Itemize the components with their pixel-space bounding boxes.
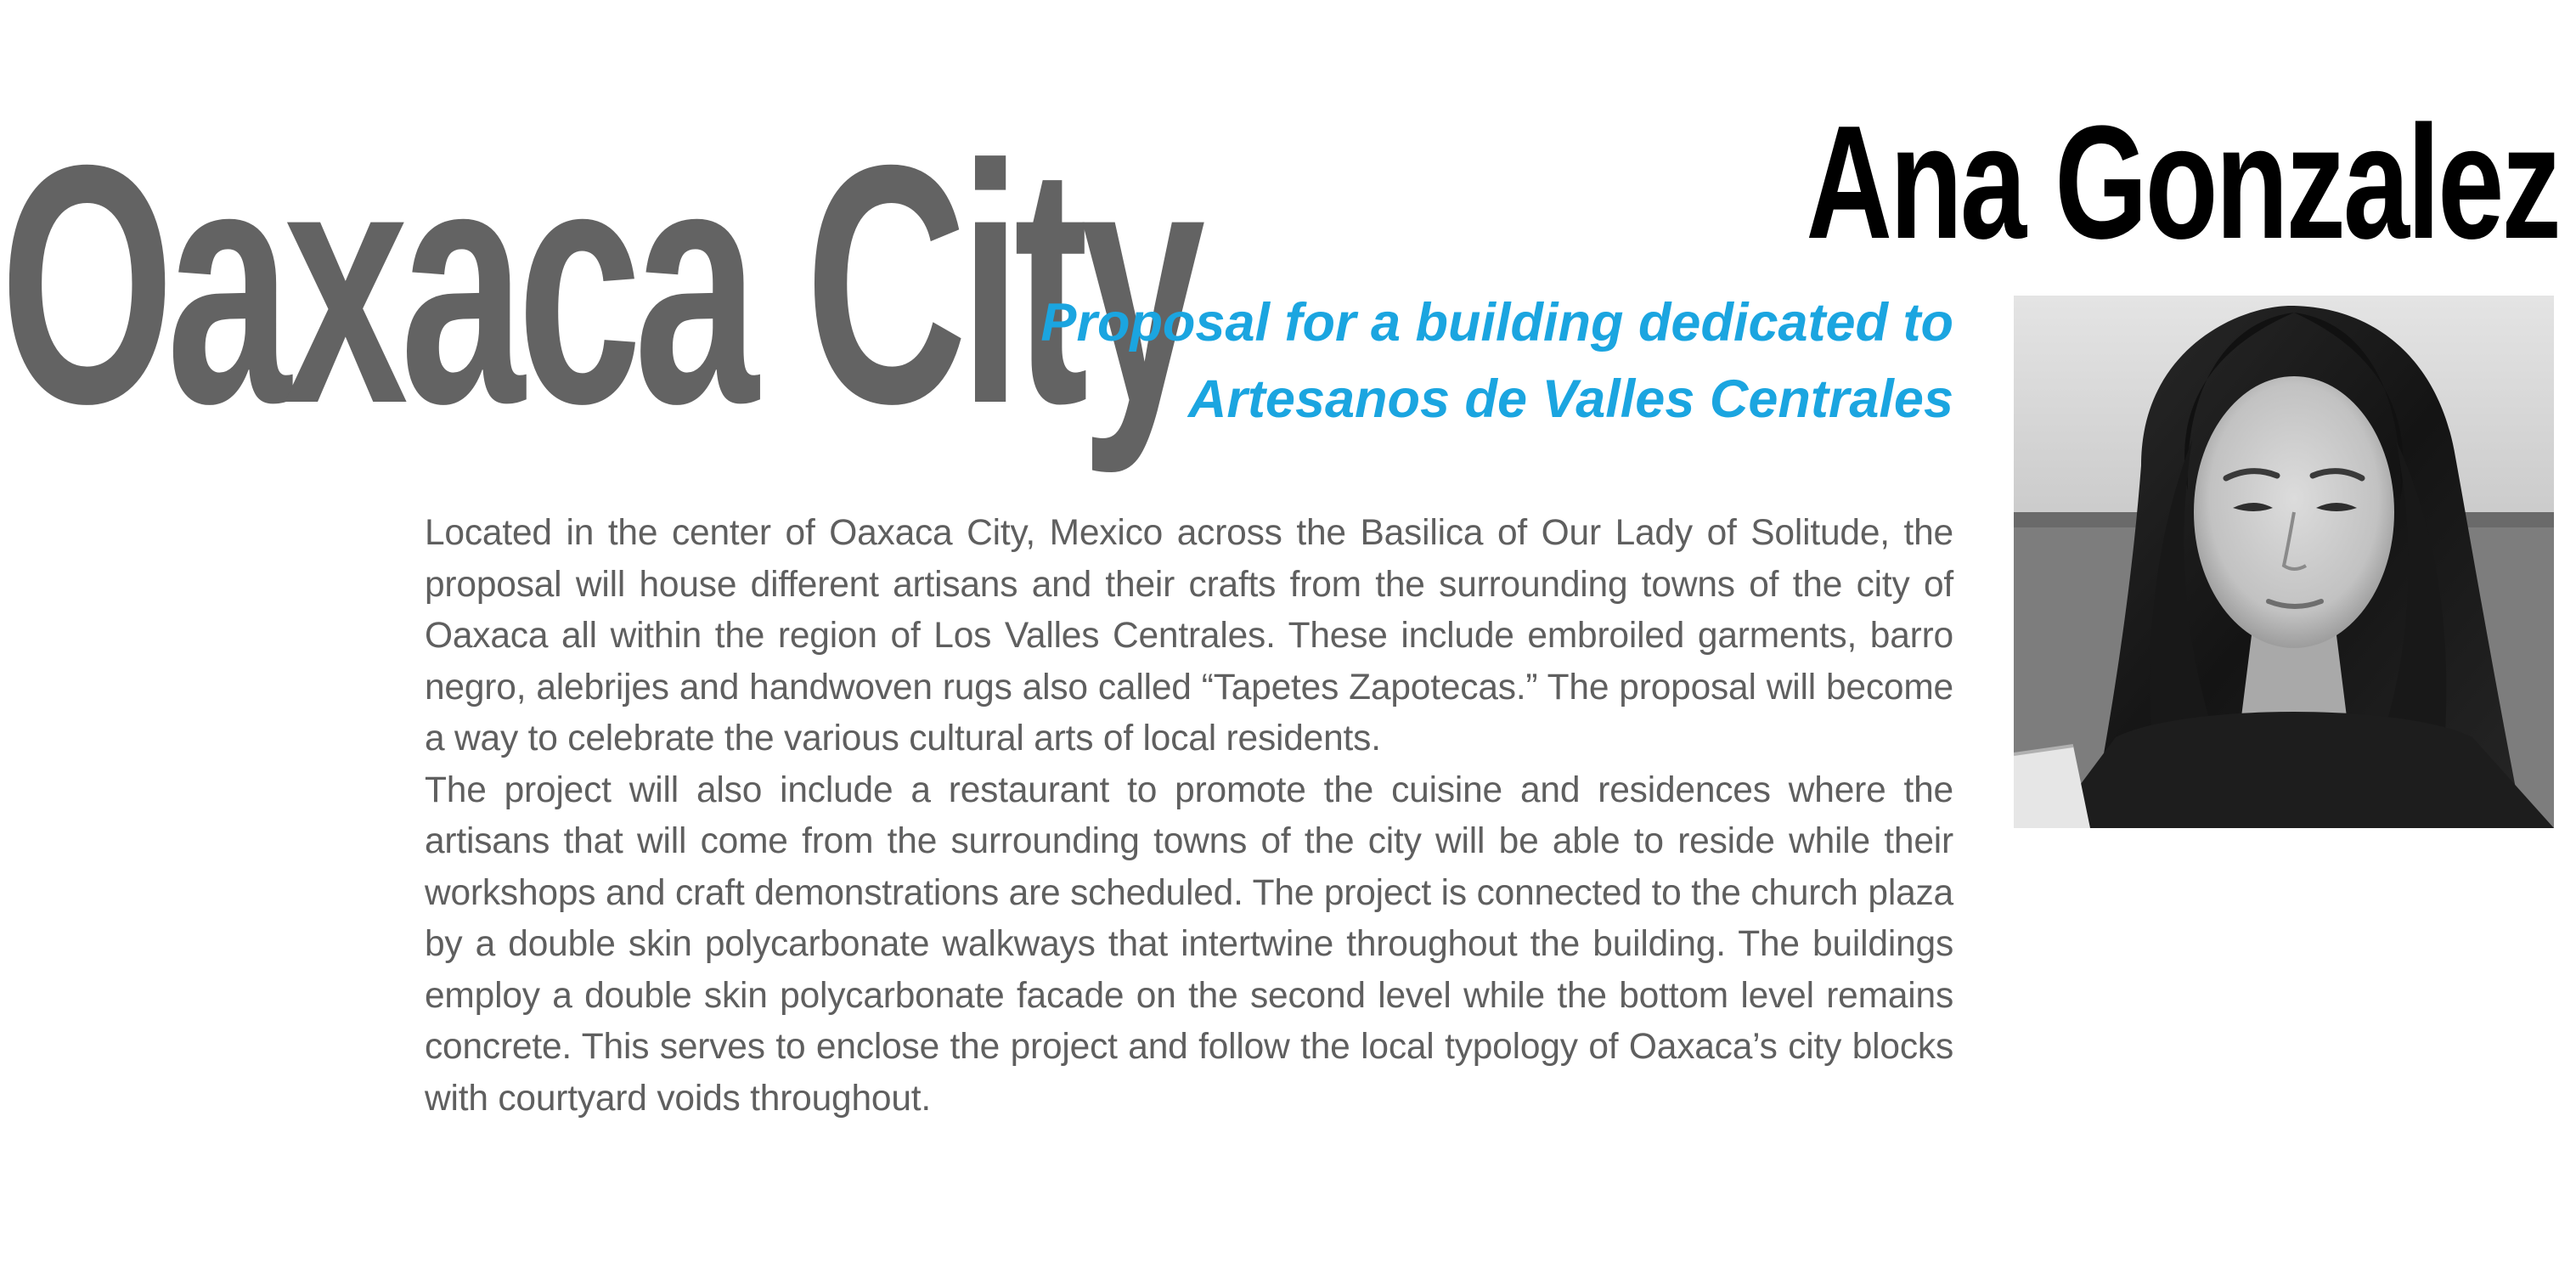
author-portrait xyxy=(2014,296,2554,828)
description-paragraph-2: The project will also include a restaurant to promote the cuisine and residences where the artisans that will come from the surrounding towns of the city will be able to reside while their workshops and craft demonstrations are scheduled. The project is connected to the church plaza by a double skin polycarbonate walkways that intertwine throughout the building. The buildings employ a double skin polycarbonate facade on the second level while the bottom level remains concrete. This serves to enclose the project and follow the local typology of Oaxaca’s city blocks with courtyard voids throughout. xyxy=(425,769,1953,1119)
project-subtitle xyxy=(951,285,1953,437)
subtitle-line-1: Proposal for a building dedicated to xyxy=(1040,293,1953,352)
subtitle-line-2: Artesanos de Valles Centrales xyxy=(1187,369,1953,429)
description-paragraph-1: Located in the center of Oaxaca City, Mexico across the Basilica of Our Lady of Solitude, the proposal will house different artisans and their crafts from the surrounding towns of the city of Oaxaca all within the region of Los Valles Centrales. These include embroiled garments, barro negro, alebrijes and handwoven rugs also called “Tapetes Zapotecas.” The proposal will become a way to celebrate the various cultural arts of local residents. xyxy=(425,513,1953,758)
project-description xyxy=(425,508,1953,1125)
city-title: Oaxaca City xyxy=(0,94,1198,474)
author-name: Ana Gonzalez xyxy=(1806,93,2559,273)
portrait-photo-icon xyxy=(2014,296,2554,828)
